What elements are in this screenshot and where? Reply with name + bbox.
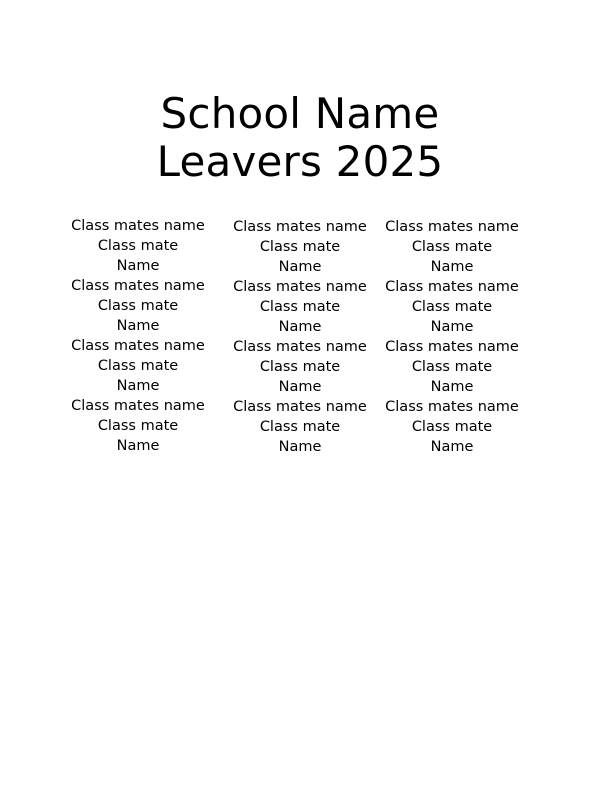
classmate-name-line: Name — [430, 259, 474, 275]
classmate-name-line: Class mates name — [233, 219, 367, 235]
classmate-name-line: Class mates name — [71, 398, 205, 414]
classmate-name-line: Class mate — [411, 299, 493, 315]
school-name-title: School Name — [160, 89, 440, 138]
classmate-name-line: Name — [116, 258, 160, 274]
classmate-name-line: Class mates name — [71, 338, 205, 354]
classmate-name-line: Name — [278, 379, 322, 395]
classmate-name-line: Class mates name — [233, 279, 367, 295]
classmate-entry — [232, 397, 368, 457]
names-column-1 — [70, 216, 206, 456]
title-block — [0, 90, 600, 186]
classmate-entry — [232, 337, 368, 397]
classmate-name-line: Class mates name — [233, 399, 367, 415]
classmate-name-line: Name — [116, 378, 160, 394]
classmate-name-line: Name — [278, 259, 322, 275]
classmate-entry — [384, 337, 520, 397]
classmate-entry — [70, 396, 206, 456]
classmate-name-line: Class mate — [97, 298, 179, 314]
classmate-name-line: Class mate — [259, 299, 341, 315]
classmate-name-line: Class mates name — [385, 219, 519, 235]
classmate-name-line: Name — [278, 319, 322, 335]
classmate-name-line: Class mates name — [385, 279, 519, 295]
classmate-name-line: Name — [278, 439, 322, 455]
classmate-name-line: Class mates name — [385, 339, 519, 355]
names-column-3 — [384, 217, 520, 457]
classmate-entry — [70, 336, 206, 396]
classmate-name-line: Name — [430, 319, 474, 335]
classmate-entry — [384, 277, 520, 337]
classmate-entry — [70, 276, 206, 336]
classmate-name-line: Name — [430, 379, 474, 395]
classmate-entry — [384, 397, 520, 457]
classmate-name-line: Class mate — [97, 418, 179, 434]
classmate-name-line: Class mates name — [385, 399, 519, 415]
classmate-entry — [70, 216, 206, 276]
classmate-name-line: Class mate — [411, 419, 493, 435]
classmate-entry — [232, 277, 368, 337]
classmate-entry — [384, 217, 520, 277]
classmate-name-line: Class mates name — [71, 218, 205, 234]
classmate-name-line: Class mate — [259, 239, 341, 255]
classmate-entry — [232, 217, 368, 277]
classmate-name-line: Class mate — [411, 359, 493, 375]
classmate-name-line: Class mate — [97, 238, 179, 254]
classmate-name-line: Name — [116, 438, 160, 454]
names-column-2 — [232, 217, 368, 457]
classmate-name-line: Class mate — [259, 419, 341, 435]
classmate-name-line: Class mate — [97, 358, 179, 374]
classmate-name-line: Name — [430, 439, 474, 455]
classmate-name-line: Class mates name — [233, 339, 367, 355]
classmate-name-line: Class mate — [259, 359, 341, 375]
leavers-year-title: Leavers 2025 — [156, 137, 444, 186]
classmate-name-line: Class mates name — [71, 278, 205, 294]
classmate-name-line: Name — [116, 318, 160, 334]
classmate-name-line: Class mate — [411, 239, 493, 255]
